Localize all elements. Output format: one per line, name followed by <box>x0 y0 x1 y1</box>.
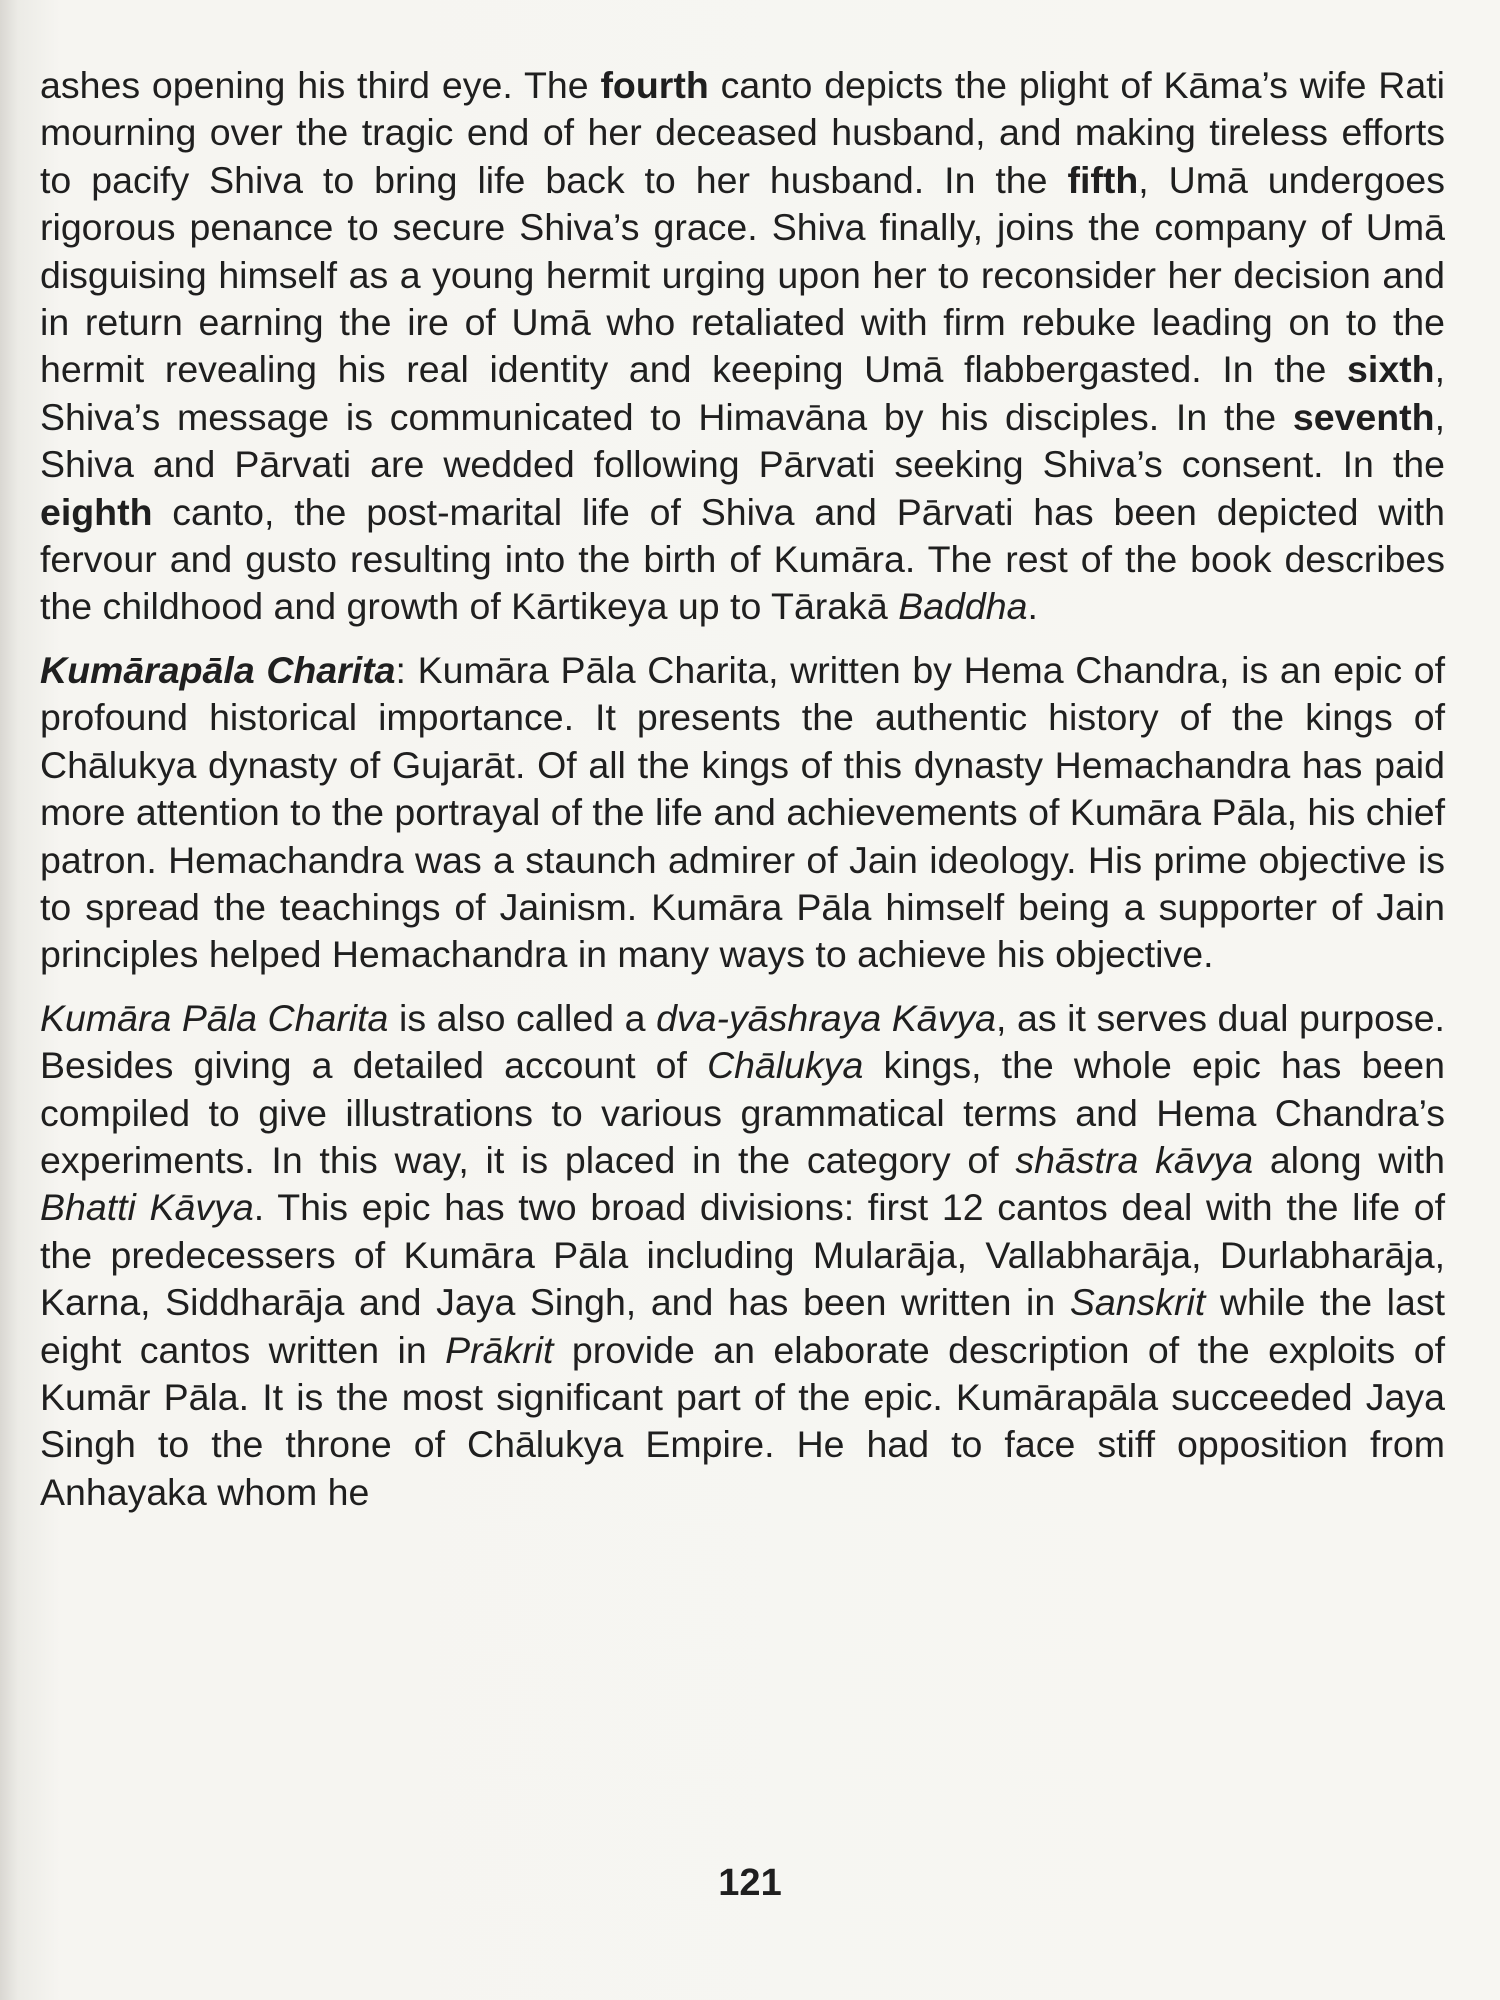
text-run: along with <box>1253 1138 1445 1181</box>
paragraph-kumarasambhava-cantos <box>40 62 1445 631</box>
emphasis-eighth: eighth <box>40 490 153 533</box>
italic-term: Chālukya <box>707 1044 864 1087</box>
text-run: : Kumāra Pāla Charita, written by Hema Chandra, is an epic of profound historical importance. It presents the authentic history of the kings of Chālukya dynasty of Gujarāt. Of all the kings of this dynasty Hemachandra has paid more attention to the portrayal of the life and achievements of Kumāra Pāla, his chief patron. Hemachandra was a staunch admirer of Jain ideology. His prime objective is to spread the teachings of Jainism. Kumāra Pāla himself being a supporter of Jain principles helped Hemachandra in many ways to achieve his objective. <box>40 648 1445 976</box>
text-run: while the last eight cantos written in <box>40 1281 1445 1371</box>
emphasis-fourth: fourth <box>600 64 709 106</box>
emphasis-sixth: sixth <box>1347 348 1435 391</box>
page-number: 121 <box>718 1862 782 1904</box>
emphasis-fifth: fifth <box>1067 158 1139 201</box>
paragraph-dvayashraya-kavya <box>40 995 1445 1516</box>
italic-term: Prākrit <box>445 1328 554 1371</box>
italic-term: dva-yāshraya Kāvya <box>656 996 996 1039</box>
text-run: . <box>1027 585 1038 628</box>
text-run: , Shiva and Pārvati are wedded following Pārvati seeking Shiva’s consent. In the <box>40 395 1445 486</box>
italic-term: Kumāra Pāla Charita <box>40 996 389 1039</box>
text-run: canto depicts the plight of Kāma’s wife Rati mourning over the tragic end of her deceased husband, and making tireless efforts to pacify Shiva to bring life back to her husband. In the <box>40 64 1445 201</box>
body-text <box>40 62 1445 1516</box>
text-run: . This epic has two broad divisions: first 12 cantos deal with the life of the predecessers of Kumāra Pāla including Mularāja, Vallabharāja, Durlabharāja, Karna, Siddharāja and Jaya Singh, and has been written in <box>40 1186 1445 1324</box>
text-run: ashes opening his third eye. The <box>40 64 601 106</box>
text-run: is also called a <box>388 996 657 1039</box>
text-run: , Umā undergoes rigorous penance to secure Shiva’s grace. Shiva finally, joins the company of Umā disguising himself as a young hermit urging upon her to reconsider her decision and in return earning the ire of Umā who retaliated with firm rebuke leading on to the hermit revealing his real identity and keeping Umā flabbergasted. In the <box>40 158 1445 391</box>
emphasis-seventh: seventh <box>1292 395 1435 438</box>
italic-term: Baddha <box>898 585 1028 628</box>
text-run: provide an elaborate description of the exploits of Kumār Pāla. It is the most significant part of the epic. Kumārapāla succeeded Jaya Singh to the throne of Chālukya Empire. He had to face stiff opposition from Anhayaka whom he <box>40 1328 1445 1513</box>
text-run: , Shiva’s message is communicated to Himavāna by his disciples. In the <box>40 348 1445 438</box>
italic-term: Sanskrit <box>1069 1281 1206 1324</box>
section-heading: Kumārapāla Charita <box>40 648 396 691</box>
paragraph-kumarapala-charita <box>40 647 1445 979</box>
text-run: canto, the post-marital life of Shiva and Pārvati has been depicted with fervour and gusto resulting into the birth of Kumāra. The rest of the book describes the childhood and growth of Kārtikeya up to Tārakā <box>40 490 1445 628</box>
italic-term: shāstra kāvya <box>1015 1138 1254 1181</box>
italic-term: Bhatti Kāvya <box>40 1186 254 1229</box>
text-run: kings, the whole epic has been compiled to give illustrations to various grammatical terms and Hema Chandra’s experiments. In this way, it is placed in the category of <box>40 1044 1445 1181</box>
text-run: , as it serves dual purpose. Besides giving a detailed account of <box>40 996 1445 1087</box>
